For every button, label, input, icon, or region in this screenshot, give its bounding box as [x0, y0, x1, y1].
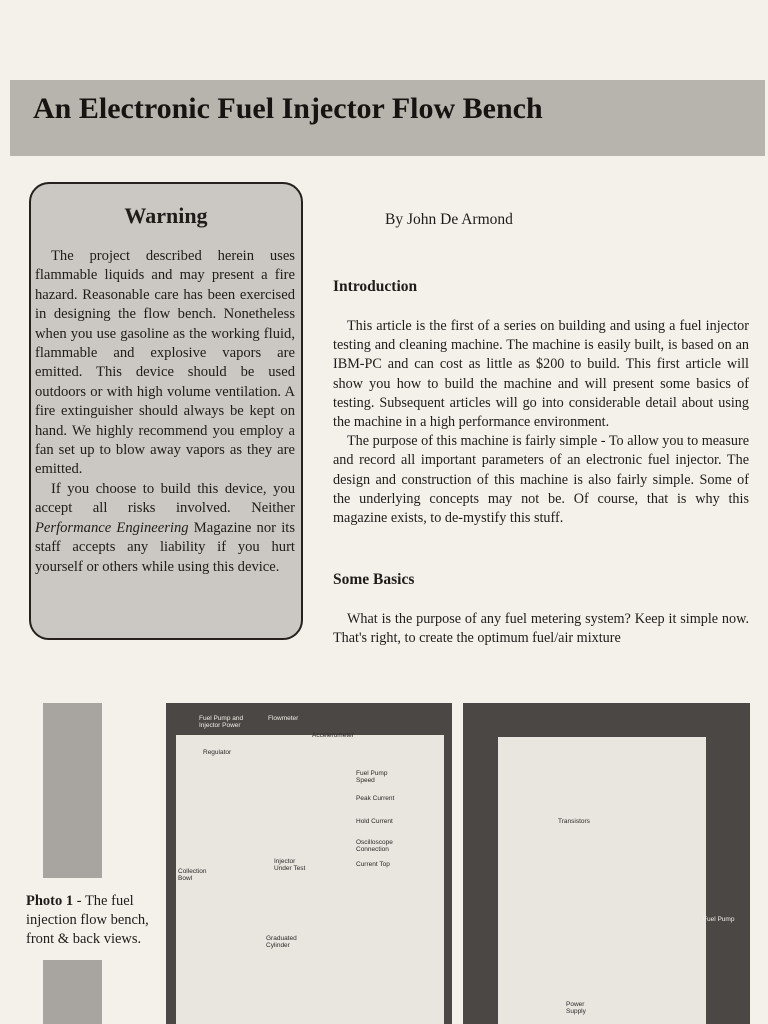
some-basics-paragraph: What is the purpose of any fuel metering system? Keep it simple now. That's right, to create the optimum fuel/air mixture: [333, 611, 749, 647]
introduction-heading: Introduction: [333, 278, 418, 295]
callout-hold-current: Hold Current: [356, 818, 393, 825]
callout-flowmeter: Flowmeter: [268, 715, 299, 722]
callout-power-supply: Power Supply: [566, 1001, 586, 1015]
front-panel: [176, 735, 444, 1024]
callout-fuel-pump-speed: Fuel Pump Speed: [356, 770, 388, 784]
article-title: An Electronic Fuel Injector Flow Bench: [33, 92, 543, 125]
callout-graduated-cylinder: Graduated Cylinder: [266, 935, 297, 949]
photo-caption: Photo 1 - The fuel injection flow bench, front & back views.: [26, 893, 149, 947]
photo-caption-label: Photo 1: [26, 893, 74, 909]
introduction-paragraph: The purpose of this machine is fairly simple - To allow you to measure and record all important parameters of an electronic fuel injector. The design and construction of this machine is also fairly simple. Some of the underlying concepts may not be. Of course, that is why this magazine exists, to de-mystify this stuff.: [333, 433, 749, 527]
warning-title: Warning: [124, 203, 208, 228]
photo-flow-bench-back: [463, 703, 750, 1024]
introduction-body: [333, 317, 749, 528]
photo-flow-bench-front: [166, 703, 452, 1024]
callout-fuel-pump-power: Fuel Pump and Injector Power: [199, 715, 244, 729]
callout-accelerometer: Accelerometer: [312, 732, 354, 739]
introduction-paragraph: This article is the first of a series on building and using a fuel injector testing and cleaning machine. The machine is easily built, is based on an IBM-PC and can cost as little as $200 to build. This first article will show you how to build the machine and will present some basics of testing. Subsequent articles will go into considerable detail about using the machine in a high performance environment.: [333, 318, 749, 431]
callout-peak-current: Peak Current: [356, 795, 395, 802]
warning-paragraph: If you choose to build this device, you accept all risks involved. Neither Performance Engineering Magazine nor its staff accepts any liability if you hurt yourself or others while using this device.: [35, 480, 295, 575]
callout-injector-under-test: Injector Under Test: [274, 858, 306, 872]
warning-body: [35, 247, 295, 577]
callout-transistors: Transistors: [558, 818, 590, 825]
byline: By John De Armond: [385, 211, 513, 228]
some-basics-heading: Some Basics: [333, 571, 415, 588]
callout-fuel-pump: Fuel Pump: [703, 916, 735, 923]
back-panel: [498, 737, 706, 1024]
callout-collection-bowl: Collection Bowl: [178, 868, 207, 882]
magazine-name: Performance Engineering: [35, 519, 189, 536]
callout-regulator: Regulator: [203, 749, 232, 756]
caption-bar-top: [43, 703, 102, 878]
caption-bar-bottom: [43, 960, 102, 1024]
callout-current-top: Current Top: [356, 861, 390, 868]
callout-oscilloscope: Oscilloscope Connection: [356, 839, 393, 853]
warning-paragraph: The project described herein uses flammable liquids and may present a fire hazard. Reasonable care has been exercised in designing the flow bench. Nonetheless when you use gasoline as the working fluid, flammable and explosive vapors are emitted. This device should be used outdoors or with high volume ventilation. A fire extinguisher should always be kept on hand. We highly recommend you employ a fan set up to blow away vapors as they are emitted.: [35, 248, 295, 478]
